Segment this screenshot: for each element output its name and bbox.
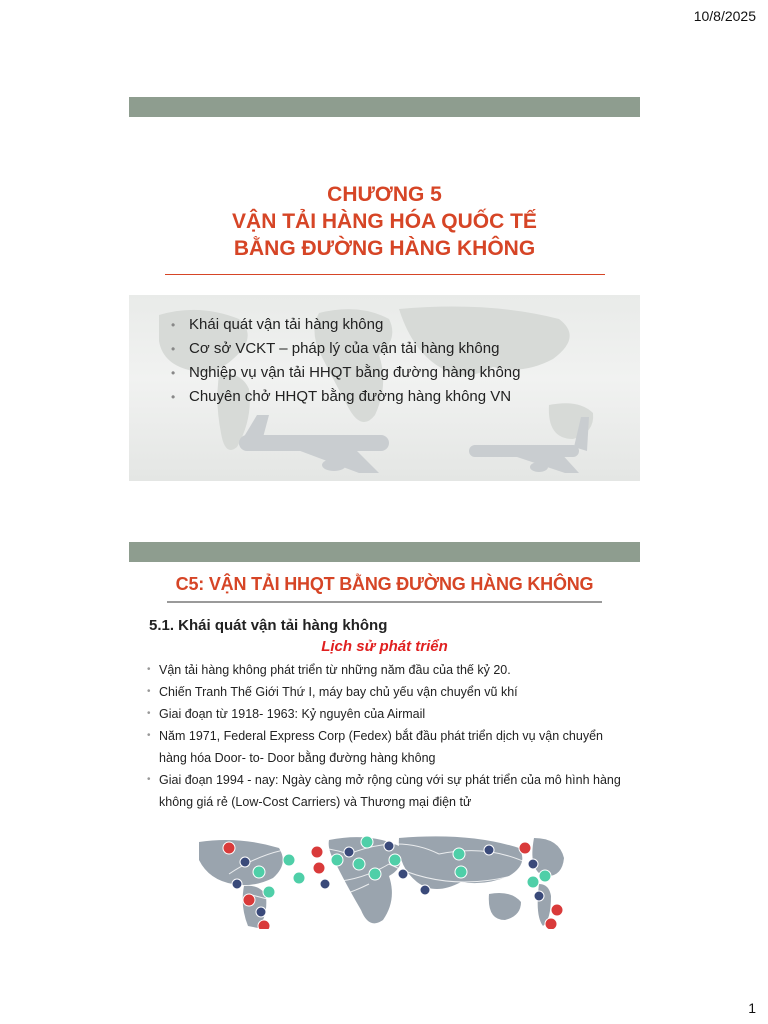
slide-2-title: C5: VẬN TẢI HHQT BẰNG ĐƯỜNG HÀNG KHÔNG xyxy=(175,574,594,594)
slide-1-title xyxy=(129,181,640,262)
title-line: BẰNG ĐƯỜNG HÀNG KHÔNG xyxy=(233,237,536,260)
list-item: • Chiến Tranh Thế Giới Thứ I, máy bay chủ yếu vận chuyển vũ khí xyxy=(159,681,632,703)
title-line: VẬN TẢI HÀNG HÓA QUỐC TẾ xyxy=(232,210,537,233)
page-number: 1 xyxy=(748,1000,756,1016)
list-item: • Vận tải hàng không phát triển từ những năm đầu của thế kỷ 20. xyxy=(159,659,632,681)
title-divider xyxy=(167,601,602,603)
list-item: • Cơ sở VCKT – pháp lý của vận tải hàng không xyxy=(189,337,640,361)
subtitle: Lịch sử phát triển xyxy=(321,638,448,655)
list-item: • Năm 1971, Federal Express Corp (Fedex) bắt đầu phát triển dịch vụ vận chuyển hàng hóa Door- to- Door bằng đường hàng không xyxy=(159,725,632,769)
title-divider xyxy=(165,274,605,275)
route-map-image xyxy=(189,834,569,929)
slide-top-bar xyxy=(129,542,640,562)
title-line: CHƯƠNG 5 xyxy=(327,183,442,206)
slide-1 xyxy=(129,97,640,489)
list-item: • Khái quát vận tải hàng không xyxy=(189,313,640,337)
section-heading: 5.1. Khái quát vận tải hàng không xyxy=(149,617,388,634)
world-map-background xyxy=(129,295,640,481)
list-item: • Giai đoạn từ 1918- 1963: Kỷ nguyên của Airmail xyxy=(159,703,632,725)
slide-2-bullets xyxy=(129,659,640,813)
list-item: • Chuyên chở HHQT bằng đường hàng không VN xyxy=(189,385,640,409)
list-item: • Giai đoạn 1994 - nay: Ngày càng mở rộng cùng với sự phát triển của mô hình hàng không giá rẻ (Low-Cost Carriers) và Thương mại điện tử xyxy=(159,769,632,813)
slide-1-bullets xyxy=(129,295,640,409)
route-network-map xyxy=(189,834,569,929)
date-label: 10/8/2025 xyxy=(693,8,756,24)
list-item: • Nghiệp vụ vận tải HHQT bằng đường hàng không xyxy=(189,361,640,385)
slide-2 xyxy=(129,542,640,934)
slide-top-bar xyxy=(129,97,640,117)
